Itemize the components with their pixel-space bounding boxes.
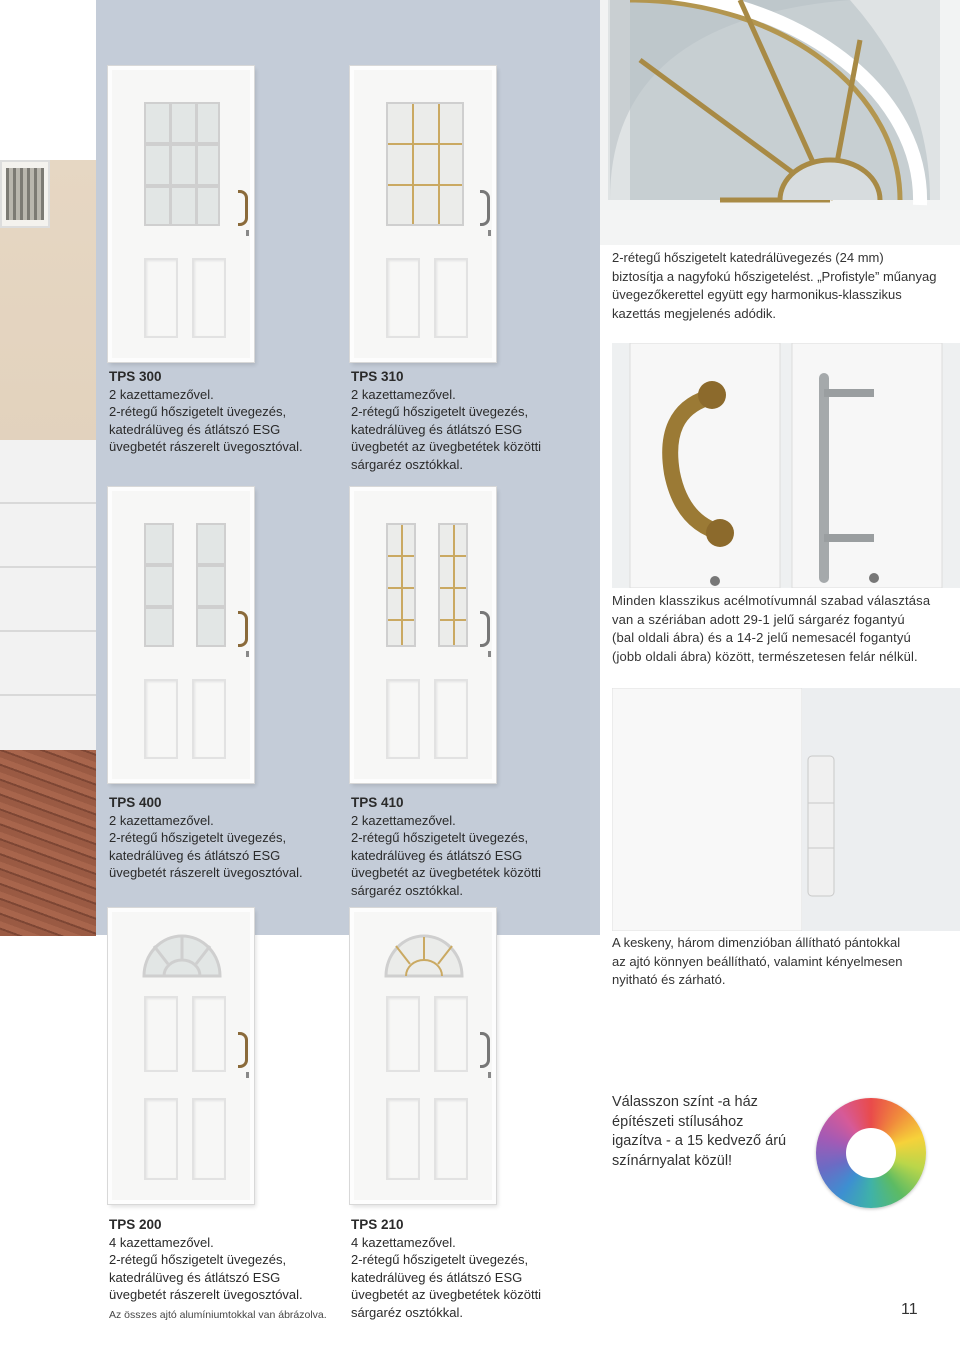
door-tps-310-image: [350, 66, 496, 362]
footnote: Az összes ajtó alumíniumtokkal van ábrázolva.: [109, 1309, 327, 1321]
door-tps-400-image: [108, 487, 254, 783]
color-choice-text: Válasszon színt -a ház építészeti stílusához igazítva - a 15 kedvező árú színárnyalat közül!: [612, 1094, 787, 1169]
model-name: TPS 200: [109, 1217, 162, 1232]
color-wheel-icon: [816, 1098, 926, 1208]
handles-note: Minden klasszikus acélmotívumnál szabad választása van a szériában adott 29-1 jelű sárgaréz fogantyú (bal oldali ábra) és a 14-2 jelű nemesacél fogantyú (jobb oldali ábra) között, természetesen felár nélkül.: [612, 593, 931, 664]
model-name: TPS 210: [351, 1217, 404, 1232]
model-name: TPS 310: [351, 369, 404, 384]
page-number: 11: [901, 1301, 918, 1318]
door-tps-200-image: [108, 908, 254, 1204]
caption-tps-310: TPS 310 2 kazettamezővel. 2-rétegű hőszigetelt üvegezés, katedrálüveg és átlátszó ESG üvegbetét az üvegbetétek közötti sárgaréz osztókkal.: [351, 369, 542, 472]
model-name: TPS 410: [351, 795, 404, 810]
caption-tps-200: TPS 200 4 kazettamezővel. 2-rétegű hőszigetelt üvegezés, katedrálüveg és átlátszó ESG üvegbetét rászerelt üvegosztóval.: [109, 1217, 303, 1302]
model-name: TPS 300: [109, 369, 162, 384]
paving-photo: [0, 750, 96, 936]
hinges-note: A keskeny, három dimenzióban állítható pántokkal az ajtó könnyen beállítható, valamint kényelmesen nyitható és zárható.: [612, 935, 903, 987]
fanlight-glass-photo: [600, 0, 960, 245]
garage-door-photo: [0, 440, 96, 750]
caption-tps-410: TPS 410 2 kazettamezővel. 2-rétegű hőszigetelt üvegezés, katedrálüveg és átlátszó ESG üvegbetét az üvegbetétek közötti sárgaréz osztókkal.: [351, 795, 542, 898]
glazing-note: 2-rétegű hőszigetelt katedrálüvegezés (24 mm) biztosítja a nagyfokú hőszigetelést. „Profistyle” műanyag üvegezőkerettel együtt egy harmonikus-klasszikus kazettás megjelenés adódik.: [612, 250, 937, 321]
door-handles-photo: [612, 343, 960, 588]
house-window-photo: [0, 160, 50, 228]
door-tps-300-image: [108, 66, 254, 362]
caption-tps-400: TPS 400 2 kazettamezővel. 2-rétegű hőszigetelt üvegezés, katedrálüveg és átlátszó ESG üvegbetét rászerelt üvegosztóval.: [109, 795, 303, 880]
hinge-photo: [612, 688, 960, 931]
model-name: TPS 400: [109, 795, 162, 810]
door-tps-210-image: [350, 908, 496, 1204]
caption-tps-210: TPS 210 4 kazettamezővel. 2-rétegű hőszigetelt üvegezés, katedrálüveg és átlátszó ESG üvegbetét az üvegbetétek közötti sárgaréz osztókkal.: [351, 1217, 542, 1320]
caption-tps-300: TPS 300 2 kazettamezővel. 2-rétegű hőszigetelt üvegezés, katedrálüveg és átlátszó ESG üvegbetét rászerelt üvegosztóval.: [109, 369, 303, 454]
door-tps-410-image: [350, 487, 496, 783]
